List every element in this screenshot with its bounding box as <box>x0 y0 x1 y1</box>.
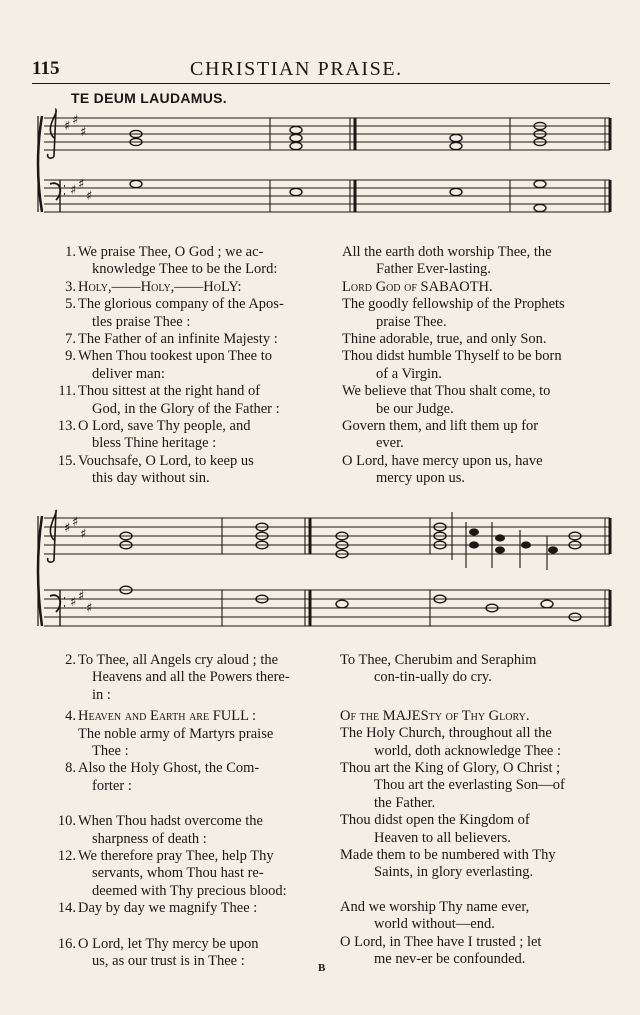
verse-line: Thou didst humble Thyself to be born <box>342 348 562 365</box>
verse-line: Thou didst open the Kingdom of <box>340 812 530 829</box>
verse-line: of a Virgin. <box>376 365 442 382</box>
verse-line: O Lord, in Thee have I trusted ; let <box>340 933 542 950</box>
verse-number: 15. <box>57 452 76 469</box>
svg-text:♯: ♯ <box>72 113 79 128</box>
verse-number: 13. <box>57 418 76 435</box>
verse-number: 4. <box>65 708 76 725</box>
verse-number: 5. <box>65 296 76 313</box>
page-number: 115 <box>32 58 60 79</box>
verse-line: con-tin-ually do cry. <box>374 669 492 686</box>
verse-line: Saints, in glory everlasting. <box>374 864 534 881</box>
section1-right <box>342 244 614 488</box>
svg-text:♯: ♯ <box>70 183 77 198</box>
svg-text:♯: ♯ <box>72 515 79 530</box>
verse-number: 11. <box>58 383 76 400</box>
chant-title: TE DEUM LAUDAMUS. <box>71 90 227 106</box>
verse-line: Of the MAJESty of Thy Glory. <box>340 707 530 724</box>
running-title: CHRISTIAN PRAISE. <box>190 58 403 80</box>
verse-line: the Father. <box>374 794 436 811</box>
verse-line: We praise Thee, O God ; we ac- <box>78 244 264 260</box>
signature-mark: B <box>318 962 326 974</box>
verse-line: be our Judge. <box>376 400 454 417</box>
verse-line: Govern them, and lift them up for <box>342 418 539 435</box>
verse-line: tles praise Thee : <box>92 313 191 330</box>
verse-line: Thou art the King of Glory, O Christ ; <box>340 760 561 777</box>
svg-text:♯: ♯ <box>78 589 85 604</box>
verse-line: forter : <box>92 777 132 794</box>
verse-line: me nev-er be confounded. <box>374 951 526 968</box>
verse-number: 7. <box>65 331 76 348</box>
verse-line: Heavens and all the Powers there- <box>92 669 290 686</box>
verse-line: All the earth doth worship Thee, the <box>342 244 552 260</box>
verse-line: Lord God of SABAOTH. <box>342 278 493 295</box>
verse-line: us, as our trust is in Thee : <box>92 953 245 970</box>
verse-line: Vouchsafe, O Lord, to keep us <box>78 452 254 469</box>
verse-line: this day without sin. <box>92 470 210 487</box>
header-rule <box>32 83 610 84</box>
verse-line: world without—end. <box>374 916 495 933</box>
svg-text:♯: ♯ <box>86 601 93 616</box>
verse-line: To Thee, all Angels cry aloud ; the <box>78 652 279 668</box>
verse-line: deliver man: <box>92 365 165 382</box>
verse-line: Thou art the everlasting Son—of <box>374 777 565 794</box>
verse-line: The glorious company of the Apos- <box>78 296 284 313</box>
verse-line: Made them to be numbered with Thy <box>340 847 556 864</box>
verse-line: We therefore pray Thee, help Thy <box>78 848 274 865</box>
verse-line: We believe that Thou shalt come, to <box>342 383 551 400</box>
verse-line: in : <box>92 686 111 703</box>
verse-number: 8. <box>65 760 76 777</box>
verse-line: O Lord, save Thy people, and <box>78 418 251 435</box>
verse-line: praise Thee. <box>376 313 447 330</box>
verse-line: The noble army of Martyrs praise <box>78 725 274 742</box>
verse-line: O Lord, let Thy mercy be upon <box>78 935 259 952</box>
verse-number: 16. <box>57 935 76 952</box>
music-system-2 <box>30 508 615 636</box>
verse-number: 9. <box>65 348 76 365</box>
verse-line: Heaven to all believers. <box>374 829 511 846</box>
verse-line: God, in the Glory of the Father : <box>92 400 280 417</box>
verse-line: Holy,——Holy,——HoLY: <box>78 278 242 295</box>
verse-line: world, doth acknowledge Thee : <box>374 742 561 759</box>
svg-text:♯: ♯ <box>80 125 87 140</box>
section2-right <box>340 652 614 969</box>
verse-line: mercy upon us. <box>376 470 465 487</box>
verse-line: ever. <box>376 435 404 452</box>
svg-text:♯: ♯ <box>64 119 71 134</box>
svg-text:♯: ♯ <box>70 595 77 610</box>
verse-line: Day by day we magnify Thee : <box>78 900 258 917</box>
verse-number: 12. <box>57 848 76 865</box>
verse-line: When Thou tookest upon Thee to <box>78 348 272 365</box>
svg-text:♯: ♯ <box>64 521 71 536</box>
verse-line: The goodly fellowship of the Prophets <box>342 296 565 313</box>
verse-line: And we worship Thy name ever, <box>340 898 530 915</box>
verse-number: 3. <box>65 278 76 295</box>
verse-number: 1. <box>65 244 76 260</box>
verse-line: servants, whom Thou hast re- <box>92 865 264 882</box>
section1-left <box>50 244 328 488</box>
section2-left <box>50 652 328 971</box>
verse-line: Father Ever-lasting. <box>376 261 491 278</box>
verse-line: The Father of an infinite Majesty : <box>78 331 278 348</box>
verse-number: 2. <box>65 652 76 668</box>
verse-line: O Lord, have mercy upon us, have <box>342 452 543 469</box>
verse-line: sharpness of death : <box>92 830 207 847</box>
svg-text:♯: ♯ <box>86 189 93 204</box>
music-system-1 <box>30 108 615 223</box>
verse-line: bless Thine heritage : <box>92 435 217 452</box>
svg-text:♯: ♯ <box>78 177 85 192</box>
verse-line: knowledge Thee to be the Lord: <box>92 261 278 278</box>
verse-line: Thee : <box>92 743 129 760</box>
verse-line: Thou sittest at the right hand of <box>78 383 261 400</box>
verse-line: deemed with Thy precious blood: <box>92 882 287 899</box>
verse-line: Also the Holy Ghost, the Com- <box>78 760 260 777</box>
verse-line: The Holy Church, throughout all the <box>340 725 552 742</box>
verse-line: To Thee, Cherubim and Seraphim <box>340 652 537 668</box>
verse-line: Thine adorable, true, and only Son. <box>342 331 547 348</box>
verse-number: 14. <box>57 900 76 917</box>
verse-line: When Thou hadst overcome the <box>78 813 263 830</box>
svg-text:♯: ♯ <box>80 527 87 542</box>
verse-number: 10. <box>57 813 76 830</box>
verse-line: Heaven and Earth are FULL : <box>78 708 257 725</box>
